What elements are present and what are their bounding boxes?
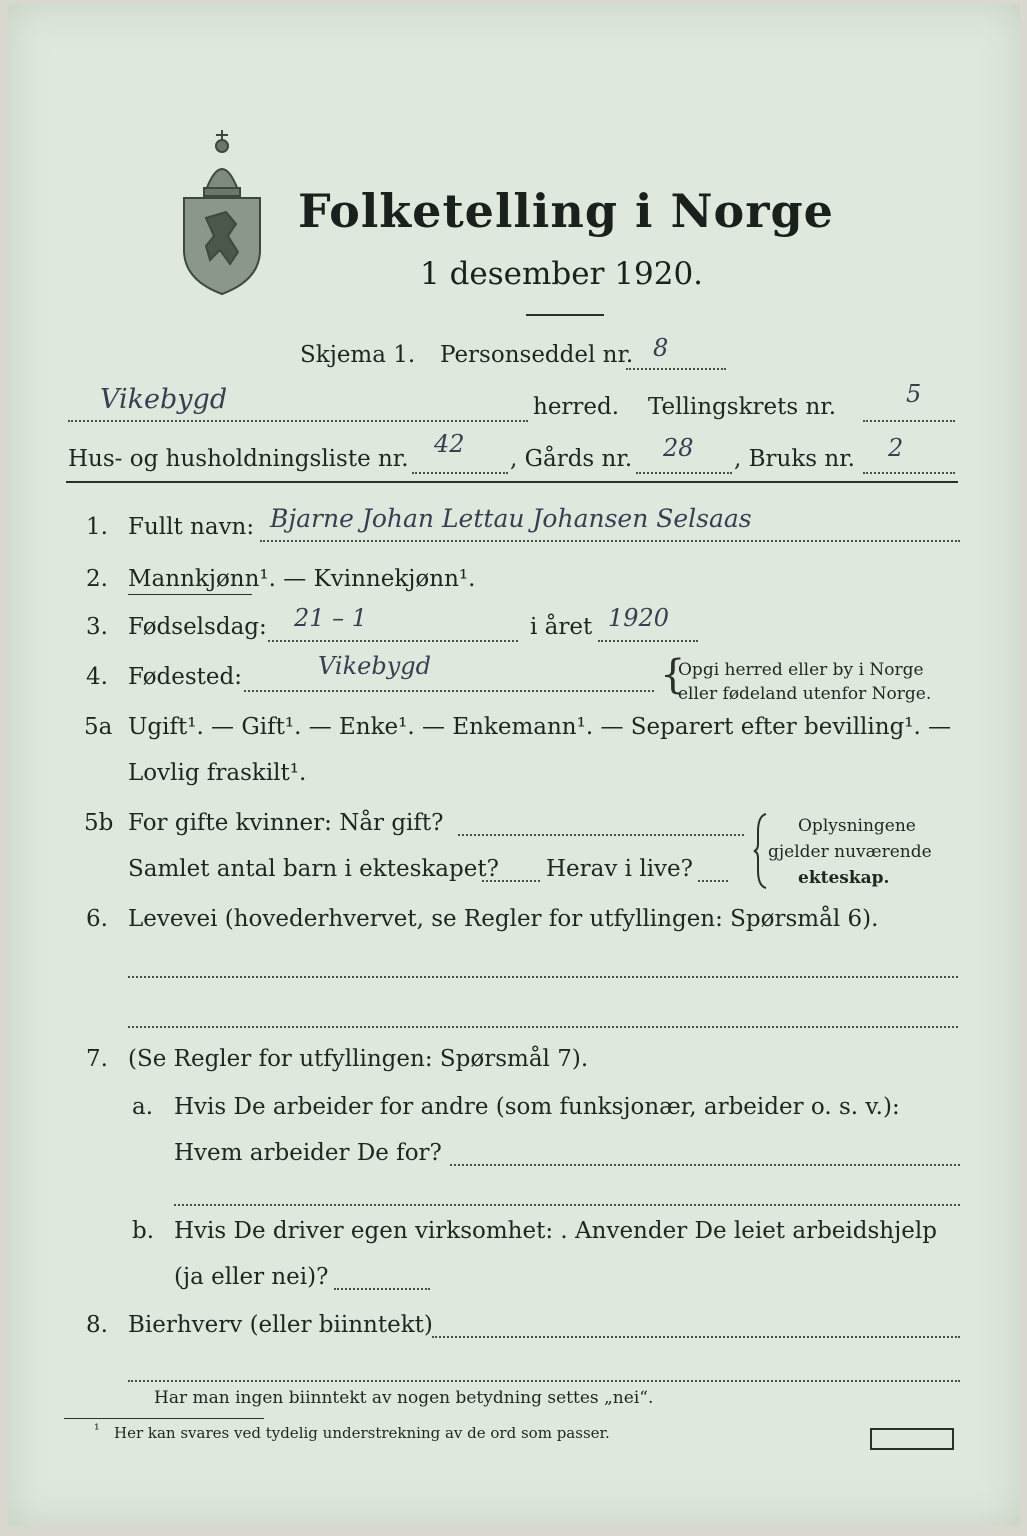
q7-label: (Se Regler for utfyllingen: Spørsmål 7). xyxy=(128,1046,589,1072)
household-list-line xyxy=(412,472,508,474)
form-title: Folketelling i Norge xyxy=(298,184,834,238)
q4-note-1: Opgi herred eller by i Norge xyxy=(678,660,924,680)
q5b-note-3: ekteskap. xyxy=(798,868,890,888)
q1-line xyxy=(260,540,960,542)
q5b-alive-line xyxy=(698,880,728,882)
q5b-line-2b: Herav i live? xyxy=(546,856,693,882)
gards-line xyxy=(636,472,732,474)
herred-line xyxy=(68,420,528,422)
q7b-number: b. xyxy=(132,1218,155,1244)
footnote-text: Her kan svares ved tydelig understrekning av de ord som passer. xyxy=(114,1424,610,1442)
q6-label: Levevei (hovederhvervet, se Regler for utfyllingen: Spørsmål 6). xyxy=(128,906,879,932)
q7a-number: a. xyxy=(132,1094,154,1120)
q3-date-line xyxy=(268,640,518,642)
q5a-line-1: Ugift¹. — Gift¹. — Enke¹. — Enkemann¹. — Separert efter bevilling¹. — xyxy=(128,714,952,740)
household-list-label: Hus- og husholdningsliste nr. xyxy=(68,446,409,472)
gards-value: 28 xyxy=(663,434,694,462)
birth-year-value: 1920 xyxy=(608,604,670,632)
q6-line-1 xyxy=(128,976,958,978)
tellingskrets-value: 5 xyxy=(906,380,922,408)
bruks-value: 2 xyxy=(888,434,904,462)
tellingskrets-line xyxy=(863,420,955,422)
schema-label: Skjema 1. xyxy=(300,342,416,368)
q8-number: 8. xyxy=(86,1312,108,1338)
q4-brace: { xyxy=(660,652,686,698)
q8-line-1 xyxy=(432,1336,960,1338)
header-divider xyxy=(66,481,958,483)
q8-line-2 xyxy=(128,1380,960,1382)
birthplace-value: Vikebygd xyxy=(318,652,431,680)
q5a-line-2: Lovlig fraskilt¹. xyxy=(128,760,307,786)
q5b-note-1: Oplysningene xyxy=(798,816,916,836)
q7a-line-1: Hvis De arbeider for andre (som funksjonær, arbeider o. s. v.): xyxy=(174,1094,900,1120)
gards-label: , Gårds nr. xyxy=(510,446,633,472)
household-list-value: 42 xyxy=(434,430,465,458)
q3-year-label: i året xyxy=(530,614,593,640)
q1-label: Fullt navn: xyxy=(128,514,255,540)
q7a-employer-line xyxy=(450,1164,960,1166)
q2-number: 2. xyxy=(86,566,108,592)
q2-label: Mannkjønn¹. — Kvinnekjønn¹. xyxy=(128,566,476,592)
q7b-line-2: (ja eller nei)? xyxy=(174,1264,329,1290)
q4-number: 4. xyxy=(86,664,108,690)
q5b-note-2: gjelder nuværende xyxy=(768,842,932,862)
q5a-number: 5a xyxy=(84,714,113,740)
herred-label: herred. xyxy=(533,394,620,420)
q4-note-2: eller fødeland utenfor Norge. xyxy=(678,684,932,704)
q7a-employer-line-2 xyxy=(174,1204,960,1206)
q3-year-line xyxy=(598,640,698,642)
personseddel-value: 8 xyxy=(653,334,669,362)
q5b-number: 5b xyxy=(84,810,114,836)
q3-number: 3. xyxy=(86,614,108,640)
birthdate-value: 21 – 1 xyxy=(294,604,368,632)
q7b-answer-line xyxy=(334,1288,430,1290)
q7-number: 7. xyxy=(86,1046,108,1072)
title-rule xyxy=(526,314,604,316)
printer-stamp xyxy=(870,1428,954,1450)
footnote-rule xyxy=(64,1418,264,1419)
full-name-value: Bjarne Johan Lettau Johansen Selsaas xyxy=(270,504,752,533)
q7a-line-2: Hvem arbeider De for? xyxy=(174,1140,442,1166)
q3-label: Fødselsdag: xyxy=(128,614,267,640)
coat-of-arms-icon xyxy=(176,128,268,298)
census-date: 1 desember 1920. xyxy=(420,256,704,292)
q5b-line-1: For gifte kvinner: Når gift? xyxy=(128,810,444,836)
personseddel-line xyxy=(626,368,726,370)
herred-value: Vikebygd xyxy=(100,384,228,415)
footer-note: Har man ingen biinntekt av nogen betydning settes „nei“. xyxy=(154,1388,654,1408)
q6-number: 6. xyxy=(86,906,108,932)
bruks-line xyxy=(863,472,955,474)
bruks-label: , Bruks nr. xyxy=(734,446,855,472)
q6-line-2 xyxy=(128,1026,958,1028)
footnote-mark: ¹ xyxy=(94,1422,100,1438)
personseddel-label: Personseddel nr. xyxy=(440,342,634,368)
census-form-page xyxy=(8,4,1020,1526)
q4-line xyxy=(244,690,654,692)
q1-number: 1. xyxy=(86,514,108,540)
q5b-children-line xyxy=(482,880,540,882)
q5b-married-line xyxy=(458,834,744,836)
q5b-line-2a: Samlet antal barn i ekteskapet? xyxy=(128,856,499,882)
tellingskrets-label: Tellingskrets nr. xyxy=(648,394,837,420)
q4-label: Fødested: xyxy=(128,664,243,690)
q8-label: Bierhverv (eller biinntekt) xyxy=(128,1312,433,1338)
q7b-line-1: Hvis De driver egen virksomhet: . Anvender De leiet arbeidshjelp xyxy=(174,1218,937,1244)
mannkjonn-underline xyxy=(128,594,252,595)
